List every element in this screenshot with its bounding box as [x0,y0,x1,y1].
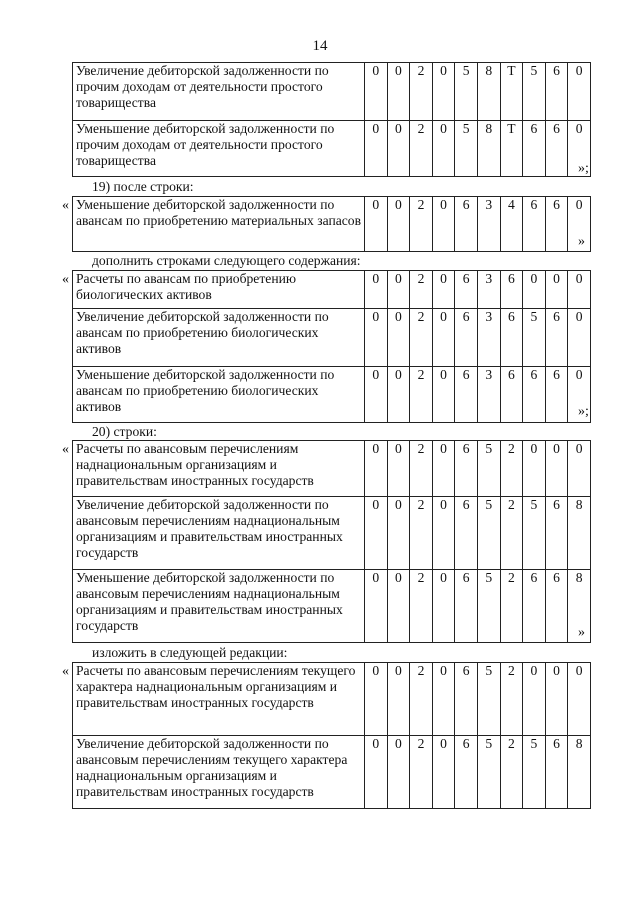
table-row [73,663,591,736]
code-digit-cell: 0 [545,271,568,309]
paragraph-19-heading: 19) после строки: [92,179,194,194]
code-digit-cell: 6 [455,497,478,570]
table-row [73,367,591,423]
code-digit-cell: 6 [455,570,478,643]
opening-quote: « [62,198,69,213]
code-digit-cell: 4 [500,197,523,252]
code-digit-cell: 0 [365,663,388,736]
code-digit-cell: 0 [523,271,546,309]
opening-quote: « [62,272,69,287]
row-label: Расчеты по авансовым перечислениям наднациональным организациям и правительствам иностранных государств [73,441,365,497]
row-label: Расчеты по авансам по приобретению биологических активов [73,271,365,309]
code-digit-cell: 2 [410,63,433,121]
code-digit-cell: 0 [568,309,591,367]
code-digit-cell: 5 [523,309,546,367]
code-digit-cell: 5 [523,736,546,809]
opening-quote: « [62,664,69,679]
row-label: Уменьшение дебиторской задолженности по прочим доходам от деятельности простого товарищества [73,121,365,177]
code-digit-cell: 2 [410,441,433,497]
code-digit-cell: 6 [523,197,546,252]
code-digit-cell: 0 [432,570,455,643]
code-digit-cell: 0 [432,309,455,367]
code-digit-cell: 6 [545,309,568,367]
code-digit-cell: 6 [545,570,568,643]
code-digit-cell: 0 [545,663,568,736]
code-digit-cell: 0 [387,367,410,423]
code-digit-cell: 0 [387,121,410,177]
code-digit-cell: 0 [432,663,455,736]
code-digit-cell: 2 [410,663,433,736]
code-digit-cell: 6 [455,367,478,423]
code-digit-cell: 0 [387,497,410,570]
code-digit-cell: 0 [387,271,410,309]
code-digit-cell: 6 [455,271,478,309]
code-digit-cell: 0 [387,197,410,252]
code-digit-cell: 0 [568,367,591,423]
code-digit-cell: 6 [545,736,568,809]
page-number: 14 [312,38,328,54]
code-digit-cell: 6 [545,197,568,252]
code-digit-cell: 3 [477,367,500,423]
code-digit-cell: 6 [545,497,568,570]
code-digit-cell: Т [500,63,523,121]
code-digit-cell: 6 [455,736,478,809]
table-row [73,570,591,643]
table-row [73,271,591,309]
code-digit-cell: 6 [523,367,546,423]
code-digit-cell: 2 [500,736,523,809]
code-digit-cell: 0 [432,63,455,121]
code-digit-cell: Т [500,121,523,177]
code-digit-cell: 5 [523,63,546,121]
code-digit-cell: 0 [387,441,410,497]
closing-quote: » [578,234,585,249]
paragraph-20-heading: 20) строки: [92,424,157,439]
code-digit-cell: 6 [545,121,568,177]
table-row [73,197,591,252]
code-digit-cell: 0 [365,63,388,121]
row-label: Увеличение дебиторской задолженности по прочим доходам от деятельности простого товарищества [73,63,365,121]
code-digit-cell: 2 [410,271,433,309]
code-digit-cell: 0 [365,309,388,367]
code-digit-cell: 5 [523,497,546,570]
code-digit-cell: 6 [500,309,523,367]
table-row [73,309,591,367]
code-digit-cell: 5 [477,570,500,643]
code-digit-cell: 0 [432,497,455,570]
code-digit-cell: 0 [523,441,546,497]
code-digit-cell: 8 [477,121,500,177]
code-digit-cell: 0 [365,736,388,809]
code-table-4 [72,440,591,643]
code-table-1 [72,62,591,177]
closing-quote-semicolon: »; [578,161,589,176]
row-label: Увеличение дебиторской задолженности по авансам по приобретению биологических активов [73,309,365,367]
code-digit-cell: 3 [477,197,500,252]
code-digit-cell: 2 [410,309,433,367]
code-digit-cell: 0 [365,570,388,643]
code-digit-cell: 8 [568,736,591,809]
code-digit-cell: 0 [545,441,568,497]
code-digit-cell: 6 [500,271,523,309]
code-digit-cell: 0 [365,271,388,309]
code-digit-cell: 6 [523,570,546,643]
opening-quote: « [62,442,69,457]
code-digit-cell: 2 [500,570,523,643]
table-row [73,63,591,121]
row-label: Уменьшение дебиторской задолженности по авансам по приобретению материальных запасов [73,197,365,252]
code-digit-cell: 8 [477,63,500,121]
code-digit-cell: 0 [387,736,410,809]
code-digit-cell: 0 [568,63,591,121]
code-digit-cell: 6 [455,663,478,736]
row-label: Уменьшение дебиторской задолженности по авансам по приобретению биологических активов [73,367,365,423]
row-label: Уменьшение дебиторской задолженности по авансовым перечислениям наднациональным организациям и правительствам иностранных государств [73,570,365,643]
code-digit-cell: 0 [387,570,410,643]
code-digit-cell: 0 [387,63,410,121]
code-digit-cell: 2 [410,367,433,423]
code-digit-cell: 0 [568,441,591,497]
code-digit-cell: 6 [523,121,546,177]
paragraph-edit-heading: изложить в следующей редакции: [92,645,288,660]
table-row [73,736,591,809]
code-table-3 [72,270,591,423]
code-digit-cell: 5 [455,63,478,121]
code-digit-cell: 2 [410,197,433,252]
code-digit-cell: 5 [455,121,478,177]
code-digit-cell: 6 [545,367,568,423]
code-digit-cell: 0 [365,197,388,252]
code-digit-cell: 6 [545,63,568,121]
code-digit-cell: 5 [477,663,500,736]
code-digit-cell: 2 [410,121,433,177]
code-digit-cell: 0 [365,121,388,177]
code-digit-cell: 0 [432,441,455,497]
table-row [73,497,591,570]
table-row [73,441,591,497]
code-digit-cell: 6 [455,197,478,252]
code-digit-cell: 0 [568,271,591,309]
code-digit-cell: 6 [455,309,478,367]
code-digit-cell: 2 [410,570,433,643]
code-digit-cell: 0 [365,497,388,570]
row-label: Увеличение дебиторской задолженности по авансовым перечислениям текущего характера наднациональным организациям и правительствам иностранных государств [73,736,365,809]
row-label: Расчеты по авансовым перечислениям текущего характера наднациональным организациям и правительствам иностранных государств [73,663,365,736]
row-label: Увеличение дебиторской задолженности по авансовым перечислениям наднациональным организациям и правительствам иностранных государств [73,497,365,570]
code-table-2 [72,196,591,252]
code-digit-cell: 0 [365,441,388,497]
code-digit-cell: 6 [455,441,478,497]
code-digit-cell: 5 [477,736,500,809]
code-digit-cell: 0 [568,197,591,252]
code-digit-cell: 0 [432,121,455,177]
code-digit-cell: 8 [568,570,591,643]
code-digit-cell: 5 [477,497,500,570]
code-digit-cell: 0 [568,121,591,177]
code-digit-cell: 0 [432,367,455,423]
code-digit-cell: 2 [500,441,523,497]
code-digit-cell: 6 [500,367,523,423]
code-digit-cell: 2 [500,663,523,736]
code-digit-cell: 5 [477,441,500,497]
code-digit-cell: 3 [477,309,500,367]
code-digit-cell: 2 [500,497,523,570]
code-digit-cell: 0 [365,367,388,423]
closing-quote-semicolon: »; [578,404,589,419]
table-row [73,121,591,177]
code-digit-cell: 0 [568,663,591,736]
code-digit-cell: 3 [477,271,500,309]
code-digit-cell: 2 [410,497,433,570]
code-digit-cell: 0 [387,663,410,736]
code-digit-cell: 8 [568,497,591,570]
code-digit-cell: 0 [523,663,546,736]
code-digit-cell: 0 [432,197,455,252]
code-digit-cell: 0 [432,271,455,309]
closing-quote: » [578,625,585,640]
code-digit-cell: 0 [387,309,410,367]
code-digit-cell: 0 [432,736,455,809]
paragraph-add-heading: дополнить строками следующего содержания: [92,253,361,268]
code-digit-cell: 2 [410,736,433,809]
code-table-5 [72,662,591,809]
